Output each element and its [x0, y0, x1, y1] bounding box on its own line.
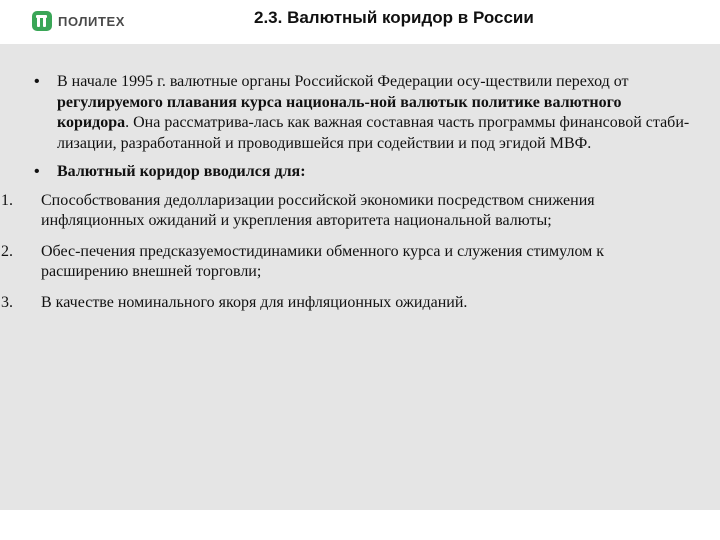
bullet-bold-text: регулируемого плавания курса националь-ной валютык политике валютного коридора — [57, 93, 622, 131]
logo-text: ПОЛИТЕХ — [58, 13, 126, 29]
bullet-icon: • — [34, 73, 40, 90]
slide-header — [0, 0, 720, 44]
bullet-heading: Валютный коридор вводился для: — [57, 163, 306, 180]
slide-content — [0, 44, 720, 510]
text-block — [1, 72, 694, 323]
numbered-item — [1, 242, 694, 283]
numbered-item — [1, 293, 694, 314]
item-number: 1. — [1, 191, 13, 209]
bullet-item — [34, 72, 694, 154]
politech-logo — [32, 11, 125, 31]
bullet-icon: • — [34, 163, 40, 180]
politech-logo-icon — [32, 11, 52, 31]
item-text: Способствования дедолларизации российской экономики посредством снижения инфляционных ожиданий и укрепления авторитета национальной валюты; — [41, 191, 595, 229]
bullet-text-continued: . Она рассматрива-лась как важная составная часть программы финансовой стаби-лизации, разработанной и проводившейся при содействии и под эгидой МВФ. — [57, 114, 690, 152]
item-number: 2. — [1, 242, 13, 260]
numbered-item — [1, 191, 694, 232]
item-text: Обес-печения предсказуемостидинамики обменного курса и служения стимулом к расширению внешней торговли; — [41, 242, 605, 280]
slide-title: 2.3. Валютный коридор в России — [254, 8, 534, 27]
item-text: В качестве номинального якоря для инфляционных ожиданий. — [41, 293, 468, 311]
item-number: 3. — [1, 293, 13, 311]
bullet-item — [34, 162, 694, 183]
bullet-text: В начале 1995 г. валютные органы Российской Федерации осу-ществили переход от — [57, 73, 629, 90]
